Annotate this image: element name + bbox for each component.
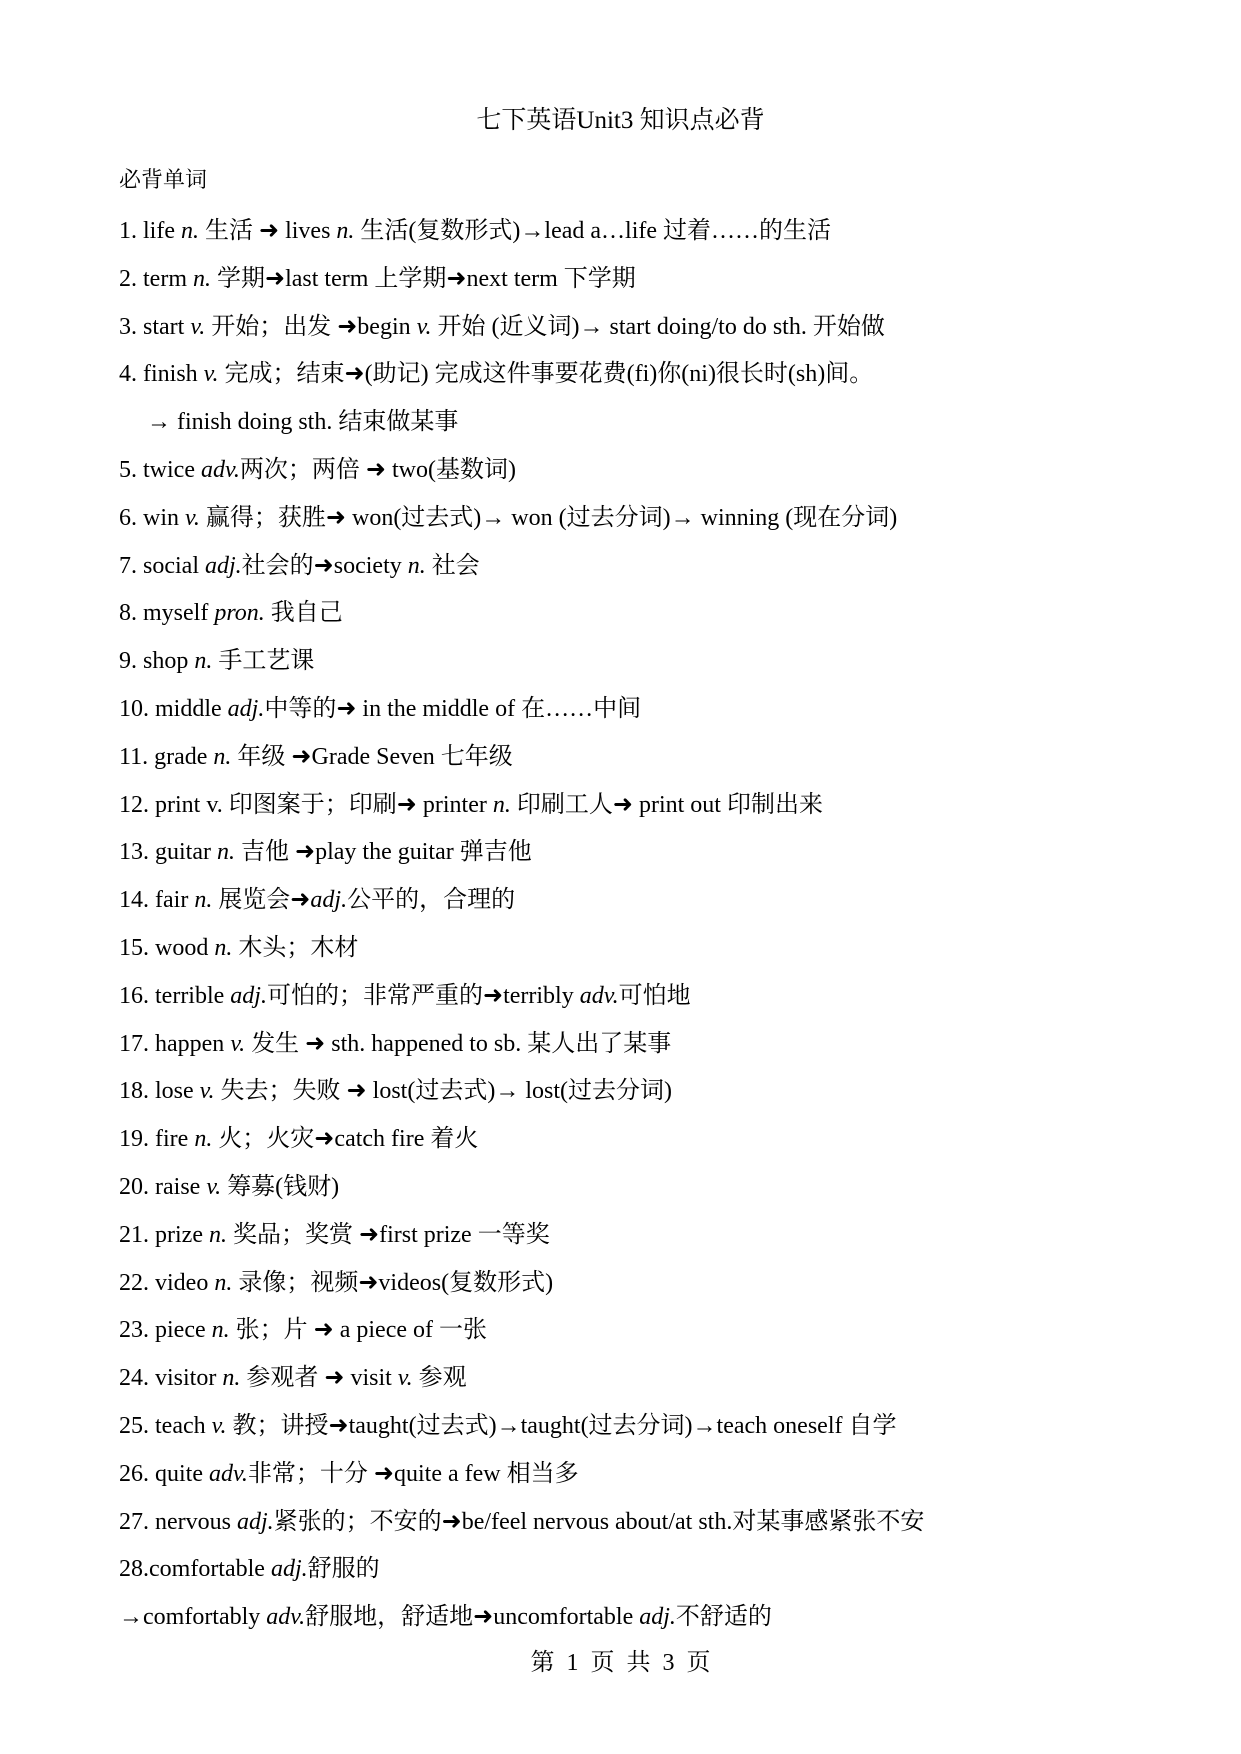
entry-text: 手工艺课 [212, 648, 315, 675]
vocab-entry [119, 742, 1119, 790]
vocab-entry [119, 1124, 1119, 1172]
entry-text: 可怕地 [618, 982, 691, 1009]
part-of-speech: adj. [639, 1604, 676, 1631]
entry-text: 22. video [119, 1269, 215, 1296]
entry-text: 2. term [119, 265, 193, 292]
part-of-speech: v. [185, 504, 200, 531]
vocab-entry [119, 551, 1119, 599]
part-of-speech: n. [194, 1126, 213, 1153]
entry-text: 10. middle [119, 695, 228, 722]
entry-text: 赢得；获胜➜ won(过去式)→ won (过去分词)→ winning (现在分词) [199, 504, 898, 531]
entry-text: 年级 ➜Grade Seven 七年级 [231, 743, 513, 770]
entry-text: 12. print v. 印图案于；印刷➜ printer [119, 791, 493, 818]
part-of-speech: v. [397, 1365, 413, 1392]
vocab-entry [119, 694, 1119, 742]
part-of-speech: adv. [200, 456, 240, 483]
vocab-entry [119, 359, 1119, 407]
vocab-entry [119, 1220, 1119, 1268]
vocab-entry [119, 1602, 1119, 1650]
vocab-entry [119, 598, 1119, 646]
part-of-speech: n. [192, 265, 211, 292]
entry-text: 生活 ➜ lives [198, 218, 337, 244]
entry-text: 两次；两倍 ➜ two(基数词) [239, 456, 516, 483]
part-of-speech: n. [492, 791, 511, 818]
part-of-speech: pron. [214, 600, 265, 627]
entry-text: 11. grade [119, 743, 214, 770]
part-of-speech: adj. [204, 552, 242, 579]
part-of-speech: v. [199, 1078, 215, 1105]
entry-text: 社会的➜society [241, 552, 408, 579]
entry-text: 教；讲授➜taught(过去式)→taught(过去分词)→teach oneself 自学 [226, 1412, 897, 1439]
vocab-entry [119, 1172, 1119, 1220]
part-of-speech: v. [211, 1412, 227, 1439]
entry-text: 展览会➜ [212, 887, 311, 914]
vocabulary-list [119, 216, 1119, 1650]
part-of-speech: adv. [209, 1460, 248, 1487]
entry-text: 16. terrible [119, 982, 231, 1009]
entry-text: 28.comfortable [119, 1556, 271, 1583]
entry-text: 18. lose [119, 1078, 200, 1105]
entry-text: 不舒适的 [675, 1604, 772, 1631]
entry-text: 录像；视频➜videos(复数形式) [232, 1269, 554, 1296]
entry-text: 木头；木材 [232, 934, 359, 961]
entry-text: 紧张的；不安的➜be/feel nervous about/at sth.对某事感紧张不安 [273, 1508, 925, 1535]
entry-text: 参观 [412, 1365, 467, 1392]
part-of-speech: adj. [230, 982, 267, 1009]
entry-text: 1. life [119, 218, 181, 244]
entry-text: 奖品；奖赏 ➜first prize 一等奖 [226, 1221, 550, 1248]
vocab-entry [119, 646, 1119, 694]
entry-text: 火；火灾➜catch fire 着火 [212, 1126, 479, 1153]
vocab-entry [119, 216, 1119, 264]
entry-text: 张；片 ➜ a piece of 一张 [229, 1317, 488, 1344]
part-of-speech: n. [208, 1221, 227, 1248]
part-of-speech: adv. [266, 1604, 306, 1631]
entry-text: 非常；十分 ➜quite a few 相当多 [247, 1460, 579, 1487]
entry-text: 21. prize [119, 1221, 209, 1248]
entry-text: 参观者 ➜ visit [240, 1365, 398, 1392]
entry-text: 失去；失败 ➜ lost(过去式)→ lost(过去分词) [214, 1078, 672, 1105]
part-of-speech: adj. [227, 695, 265, 722]
part-of-speech: v. [416, 313, 432, 340]
part-of-speech: adj. [310, 887, 348, 914]
vocab-entry [119, 885, 1119, 933]
entry-text: 社会 [425, 552, 480, 579]
vocab-entry [119, 503, 1119, 551]
page-title: 七下英语Unit3 知识点必背 [476, 107, 765, 134]
entry-text: 生活(复数形式)→lead a…life 过着……的生活 [354, 218, 832, 244]
page-footer: 第 1 页 共 3 页 [530, 1650, 711, 1676]
entry-text: 6. win [119, 504, 185, 531]
entry-text: 我自己 [264, 600, 343, 627]
entry-text: 3. start [119, 313, 191, 340]
entry-text: 开始 (近义词)→ start doing/to do sth. 开始做 [431, 313, 885, 340]
part-of-speech: v. [206, 1173, 222, 1200]
entry-text: 25. teach [119, 1412, 212, 1439]
part-of-speech: n. [214, 1269, 233, 1296]
entry-text: 5. twice [119, 456, 201, 483]
entry-text: 15. wood [119, 934, 215, 961]
entry-text: 14. fair [119, 887, 195, 914]
entry-text: 9. shop [119, 648, 195, 675]
vocab-entry [119, 837, 1119, 885]
entry-text: 筹募(钱财) [221, 1173, 340, 1200]
entry-text: 可怕的；非常严重的➜terribly [266, 982, 580, 1009]
vocab-entry [119, 1459, 1119, 1507]
vocab-entry [119, 981, 1119, 1029]
vocab-entry [119, 1554, 1119, 1602]
part-of-speech: n. [336, 218, 355, 244]
entry-text: 中等的➜ in the middle of 在……中间 [264, 695, 642, 722]
vocab-entry [119, 1363, 1119, 1411]
vocab-entry [119, 455, 1119, 503]
vocab-entry [119, 790, 1119, 838]
vocab-entry [119, 933, 1119, 981]
part-of-speech: n. [180, 218, 199, 244]
section-heading: 必背单词 [119, 168, 208, 193]
part-of-speech: n. [222, 1365, 241, 1392]
entry-text: 7. social [119, 552, 205, 579]
part-of-speech: n. [211, 1317, 230, 1344]
part-of-speech: adv. [579, 982, 619, 1009]
part-of-speech: n. [216, 839, 235, 866]
part-of-speech: v. [190, 313, 206, 340]
vocab-entry [119, 1315, 1119, 1363]
entry-text: 开始；出发 ➜begin [205, 313, 417, 340]
entry-text: →comfortably [119, 1604, 267, 1631]
entry-text: 4. finish [119, 361, 204, 388]
entry-text: 20. raise [119, 1173, 207, 1200]
vocab-entry [119, 1411, 1119, 1459]
entry-text: 舒服地，舒适地➜uncomfortable [305, 1604, 640, 1631]
part-of-speech: v. [203, 361, 219, 388]
vocab-entry [119, 264, 1119, 312]
part-of-speech: n. [213, 743, 232, 770]
entry-text: 8. myself [119, 600, 215, 627]
entry-text: 发生 ➜ sth. happened to sb. 某人出了某事 [245, 1030, 672, 1057]
entry-text: 完成；结束➜(助记) 完成这件事要花费(fi)你(ni)很长时(sh)间。 [218, 361, 874, 388]
part-of-speech: v. [230, 1030, 246, 1057]
entry-text: 26. quite [119, 1460, 209, 1487]
entry-text: 23. piece [119, 1317, 212, 1344]
entry-text: → finish doing sth. 结束做某事 [147, 409, 459, 436]
vocab-entry [119, 1268, 1119, 1316]
part-of-speech: n. [194, 648, 213, 675]
entry-text: 公平的，合理的 [347, 887, 516, 914]
vocab-entry [119, 1507, 1119, 1555]
part-of-speech: n. [407, 552, 426, 579]
entry-text: 舒服的 [307, 1556, 380, 1583]
entry-text: 学期➜last term 上学期➜next term 下学期 [210, 265, 636, 292]
vocab-entry [119, 407, 1119, 455]
part-of-speech: n. [194, 887, 213, 914]
entry-text: 27. nervous [119, 1508, 237, 1535]
part-of-speech: n. [214, 934, 233, 961]
part-of-speech: adj. [236, 1508, 274, 1535]
entry-text: 印刷工人➜ print out 印制出来 [510, 791, 823, 818]
vocab-entry [119, 1029, 1119, 1077]
entry-text: 17. happen [119, 1030, 231, 1057]
vocab-entry [119, 1076, 1119, 1124]
vocab-entry [119, 312, 1119, 360]
entry-text: 19. fire [119, 1126, 195, 1153]
entry-text: 吉他 ➜play the guitar 弹吉他 [234, 839, 532, 866]
part-of-speech: adj. [270, 1556, 308, 1583]
entry-text: 24. visitor [119, 1365, 223, 1392]
entry-text: 13. guitar [119, 839, 217, 866]
